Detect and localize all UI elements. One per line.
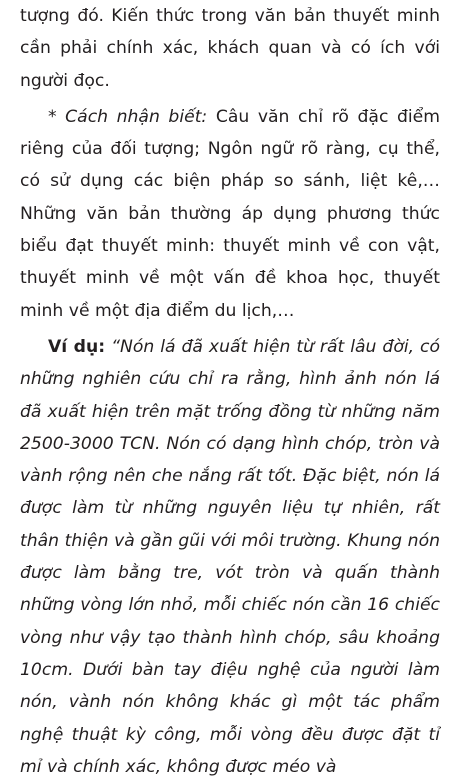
example-label: Ví dụ:	[48, 336, 106, 357]
document-page	[20, 0, 440, 783]
paragraph-example	[20, 331, 440, 783]
paragraph-recognition	[20, 101, 440, 327]
paragraph-intro: tượng đó. Kiến thức trong văn bản thuyết minh cần phải chính xác, khách quan và có ích với người đọc.	[20, 6, 440, 91]
recognition-label: * Cách nhận biết:	[48, 106, 208, 127]
recognition-text: Câu văn chỉ rõ đặc điểm riêng của đối tượng; Ngôn ngữ rõ ràng, cụ thể, có sử dụng các biện pháp so sánh, liệt kê,… Những văn bản thường áp dụng phương thức biểu đạt thuyết minh: thuyết minh về con vật, thuyết minh về một vấn đề khoa học, thuyết minh về một địa điểm du lịch,…	[20, 106, 440, 321]
example-text: “Nón lá đã xuất hiện từ rất lâu đời, có những nghiên cứu chỉ ra rằng, hình ảnh nón lá đã xuất hiện trên mặt trống đồng từ những năm 2500-3000 TCN. Nón có dạng hình chóp, tròn và vành rộng nên che nắng rất tốt. Đặc biệt, nón lá được làm từ những nguyên liệu tự nhiên, rất thân thiện và gần gũi với môi trường. Khung nón được làm bằng tre, vót tròn và quấn thành những vòng lớn nhỏ, mỗi chiếc nón cần 16 chiếc vòng như vậy tạo thành hình chóp, sâu khoảng 10cm. Dưới bàn tay điệu nghệ của người làm nón, vành nón không khác gì một tác phẩm nghệ thuật kỳ công, mỗi vòng đều được đặt tỉ mỉ và chính xác, không được méo và	[20, 336, 441, 777]
